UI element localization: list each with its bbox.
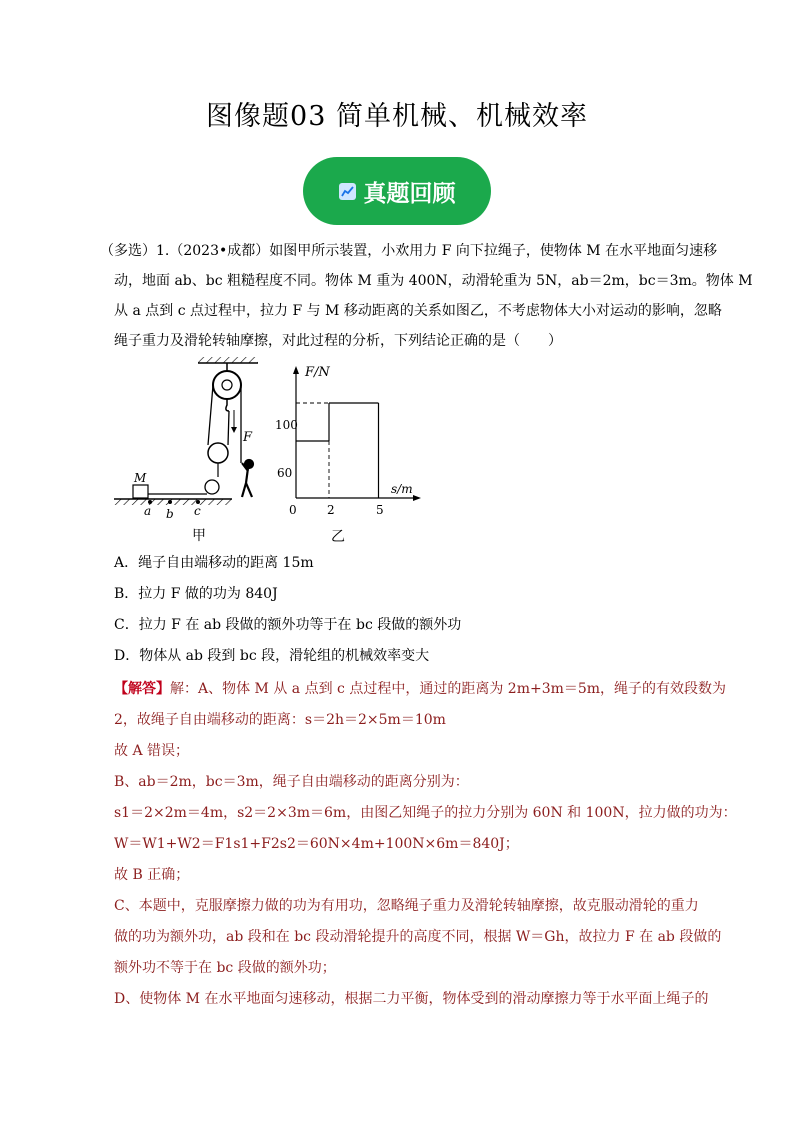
answer-line: 做的功为额外功，ab 段和在 bc 段动滑轮提升的高度不同，根据 W＝Gh，故拉力 F 在 ab 段做的 [114, 929, 722, 945]
point-a: a [144, 504, 152, 518]
option-C: C．拉力 F 在 ab 段做的额外功等于在 bc 段做的额外功 [114, 617, 462, 633]
block-M [133, 485, 148, 498]
question-line: （多选）1.（2023•成都）如图甲所示装置，小欢用力 F 向下拉绳子，使物体 M 在水平地面匀速移 [100, 243, 718, 259]
answer-line: 【解答】解：A、物体 M 从 a 点到 c 点过程中，通过的距离为 2m+3m＝5m，绳子的有效段数为 [114, 681, 727, 697]
figure-caption-yi: 乙 [331, 529, 345, 545]
answer-line: B、ab＝2m，bc＝3m，绳子自由端移动的距离分别为： [114, 774, 469, 790]
x-tick-label: 5 [376, 503, 384, 517]
movable-pulley [208, 443, 228, 463]
y-axis-label: F/N [305, 365, 330, 380]
page-title: 图像题03 简单机械、机械效率 [206, 101, 588, 132]
x-axis-label: s/m [391, 482, 413, 496]
section-badge [303, 157, 491, 225]
answer-line: D、使物体 M 在水平地面匀速移动，根据二力平衡，物体受到的滑动摩擦力等于水平面上绳子的 [114, 991, 709, 1007]
point-c: c [194, 504, 201, 518]
question-line: 动，地面 ab、bc 粗糙程度不同。物体 M 重为 400N，动滑轮重为 5N，ab＝2m，bc＝3m。物体 M [114, 273, 753, 289]
person [242, 460, 253, 497]
badge-label: 真题回顾 [363, 180, 456, 207]
origin-label: 0 [289, 503, 297, 517]
answer-line: s1＝2×2m＝4m，s2＝2×3m＝6m，由图乙知绳子的拉力分别为 60N 和 100N，拉力做的功为： [114, 805, 737, 821]
option-A: A．绳子自由端移动的距离 15m [114, 555, 314, 571]
answer-line: 额外功不等于在 bc 段做的额外功； [114, 960, 336, 976]
y-tick-label: 60 [277, 466, 293, 480]
pulley-figure [112, 355, 272, 550]
question-line: 绳子重力及滑轮转轴摩擦，对此过程的分析，下列结论正确的是（ ） [114, 333, 562, 349]
figure-caption-jia: 甲 [192, 528, 206, 544]
block-label: M [134, 471, 147, 485]
option-D: D．物体从 ab 段到 bc 段，滑轮组的机械效率变大 [114, 648, 430, 664]
answer-line: 故 A 错误； [114, 743, 190, 759]
answer-line: C、本题中，克服摩擦力做的功为有用功，忽略绳子重力及滑轮转轴摩擦，故克服动滑轮的重力 [114, 898, 699, 914]
chart-icon [339, 183, 356, 200]
x-tick-label: 2 [327, 503, 335, 517]
answer-tag: 【解答】 [114, 681, 170, 697]
answer-line: W＝W1+W2＝F1s1+F2s2＝60N×4m+100N×6m＝840J； [114, 836, 519, 852]
question-line: 从 a 点到 c 点过程中，拉力 F 与 M 移动距离的关系如图乙，不考虑物体大小对运动的影响，忽略 [114, 303, 722, 319]
force-label: F [243, 430, 253, 445]
ceiling [198, 357, 258, 363]
answer-line: 2，故绳子自由端移动的距离：s＝2h＝2×5m＝10m [114, 712, 446, 728]
option-B: B．拉力 F 做的功为 840J [114, 586, 278, 602]
y-tick-label: 100 [275, 418, 298, 432]
answer-line: 故 B 正确； [114, 867, 190, 883]
point-b: b [166, 507, 174, 521]
force-distance-graph [275, 360, 425, 550]
